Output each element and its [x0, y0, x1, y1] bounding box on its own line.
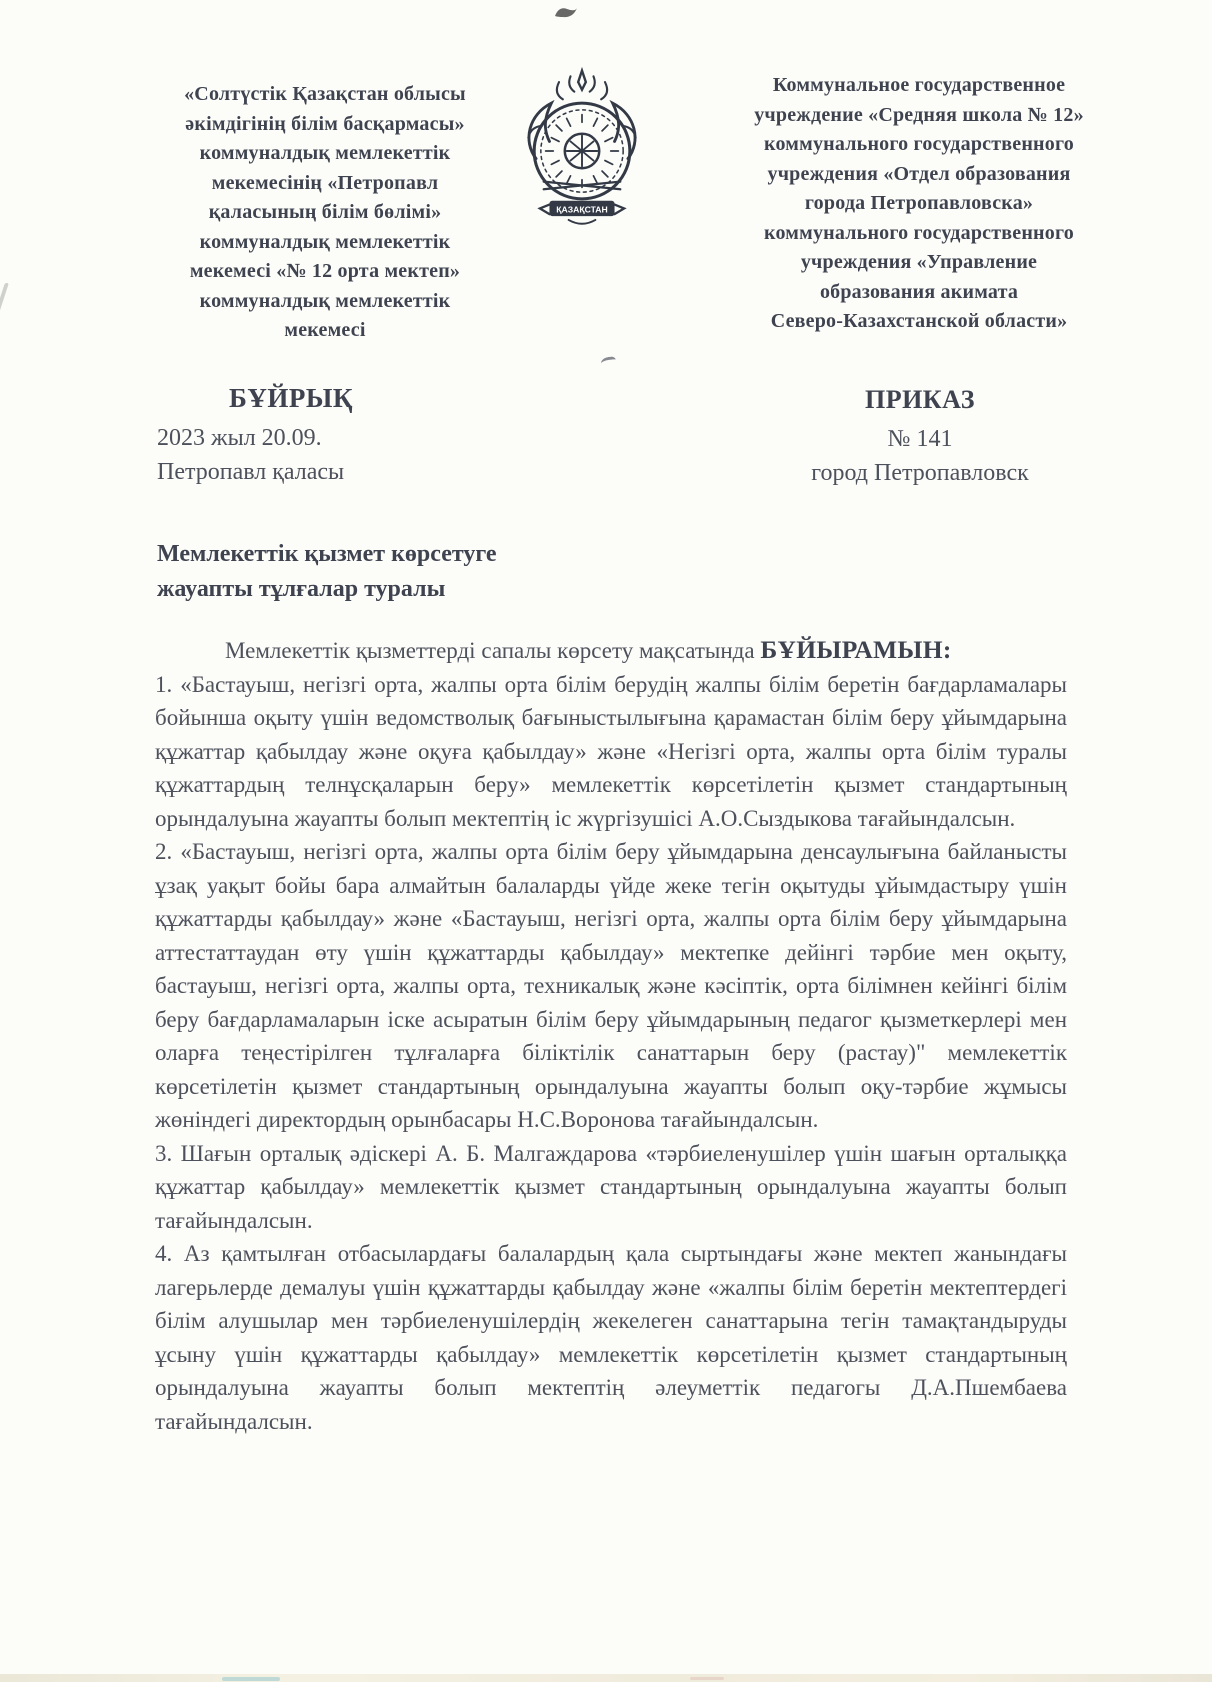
org-right-line: коммунального государственного: [764, 221, 1074, 244]
letterhead-org-name-russian: [697, 71, 1141, 337]
order-city-kk: Петропавл қаласы: [157, 459, 345, 485]
org-left-line: коммуналдық мемлекеттік: [199, 230, 451, 253]
org-left-line: қаласының білім бөлімі»: [208, 201, 442, 223]
letterhead-org-name-kazakh: [126, 80, 524, 346]
org-right-line: учреждения «Управление: [800, 251, 1038, 273]
order-title-kk: БҰЙРЫҚ: [229, 383, 353, 413]
order-subject: [157, 537, 677, 607]
order-body: [155, 633, 1067, 1438]
scan-speck-artifact: [690, 1677, 724, 1680]
scan-bottom-edge-artifact: [0, 1674, 1212, 1682]
scan-speck-artifact: [222, 1677, 280, 1681]
scan-dash-artifact: [600, 356, 616, 368]
order-number-line: № 141: [887, 426, 953, 452]
order-city-ru: город Петропавловск: [811, 460, 1029, 486]
order-heading-russian: [775, 385, 1065, 490]
kazakhstan-coat-of-arms-icon: [515, 66, 649, 236]
order-item-1: 1. «Бастауыш, негізгі орта, жалпы орта білім берудің жалпы білім беретін бағдарламалары бойынша оқыту үшін ведомстволық бағыныстылығына қарамастан білім беру ұйымдарына құжаттар қабылдау және оқуға қабылдау» және «Негізгі орта, жалпы орта білім туралы құжаттардың телнұсқаларын беру» мемлекеттік көрсетілетін қызмет стандартының орындалуына жауапты болып мектептің іс жүргізушісі А.О.Сыздыкова тағайындалсын.: [155, 671, 1067, 831]
org-right-line: коммунального государственного: [764, 133, 1074, 155]
org-left-line: мекемесі «№ 12 орта мектеп»: [189, 260, 461, 282]
org-left-line: мекемесінің «Петропавл: [211, 171, 439, 194]
order-item-2: 2. «Бастауыш, негізгі орта, жалпы орта білім беру ұйымдарына денсаулығына байланысты ұзақ уақыт бойы бара алмайтын балаларды үйде жеке тегін оқытуды ұйымдастыру үшін құжаттарды қабылдау» және «Бастауыш, негізгі орта, жалпы орта білім беру ұйымдарына аттестаттаудан өту үшін құжаттарды қабылдау» мектепке дейінгі тәрбие мен оқыту, бастауыш, негізгі орта, жалпы орта, техникалық және кәсіптік, орта білімнен кейінгі білім беру бағдарламаларын іске асыратын білім беру ұйымдарының педагог қызметкерлері мен оларға теңестірілген тұлғаларға біліктілік санаттарын беру (растау)" мемлекеттік көрсетілетін қызмет стандартының орындалуына жауапты болып оқу-тәрбие жұмысы жөніндегі директордың орынбасары Н.С.Воронова тағайындалсын.: [155, 839, 1067, 1132]
org-left-line: әкімдігінің білім басқармасы»: [185, 112, 465, 135]
order-item-4: 4. Аз қамтылған отбасылардағы балалардың қала сыртындағы және мектеп жанындағы лагерьлерде демалуы үшін құжаттарды қабылдау және «жалпы білім беретін мектептердегі білім алушылар мен тәрбиеленушілердің жекелеген санаттарына тегін тамақтандыруды ұсыну үшін құжаттарды қабылдау» мемлекеттік көрсетілетін қызмет стандартының орындалуына жауапты болып мектептің әлеуметтік педагогы Д.А.Пшембаева тағайындалсын.: [155, 1241, 1067, 1434]
preamble-text: Мемлекеттік қызметтерді сапалы көрсету мақсатында: [225, 638, 761, 663]
org-right-line: города Петропавловска»: [804, 192, 1034, 214]
order-title-ru: ПРИКАЗ: [864, 385, 976, 414]
org-left-line: «Солтүстік Қазақстан облысы: [184, 83, 466, 105]
org-right-line: Северо-Казахстанской области»: [770, 310, 1068, 332]
order-item-3: 3. Шағын орталық әдіскері А. Б. Малгаждарова «тәрбиеленушілер үшін шағын орталыққа құжаттар қабылдау» мемлекеттік қызмет стандартының орындалуына жауапты болып тағайындалсын.: [155, 1140, 1067, 1233]
org-left-line: мекемесі: [284, 319, 366, 341]
order-date-line: 2023 жыл 20.09.: [157, 425, 322, 451]
org-left-line: коммуналдық мемлекеттік: [199, 289, 451, 312]
org-right-line: образования акимата: [819, 280, 1019, 303]
org-right-line: Коммунальное государственное: [772, 74, 1066, 96]
emblem-banner-label: ҚАЗАҚСТАН: [556, 204, 608, 215]
order-subject-line: Мемлекеттік қызмет көрсетуге: [157, 541, 497, 567]
order-heading-kazakh: [157, 383, 425, 489]
org-right-line: учреждения «Отдел образования: [767, 162, 1071, 185]
org-left-line: коммуналдық мемлекеттік: [199, 142, 451, 164]
org-right-line: учреждение «Средняя школа № 12»: [754, 103, 1084, 126]
preamble-directive-word: БҰЙЫРАМЫН:: [760, 635, 952, 664]
scan-edge-mark-artifact: [0, 283, 9, 313]
order-preamble: [155, 633, 1067, 668]
order-subject-line: жауапты тұлғалар туралы: [157, 576, 446, 602]
scan-smudge-artifact: [551, 4, 581, 22]
